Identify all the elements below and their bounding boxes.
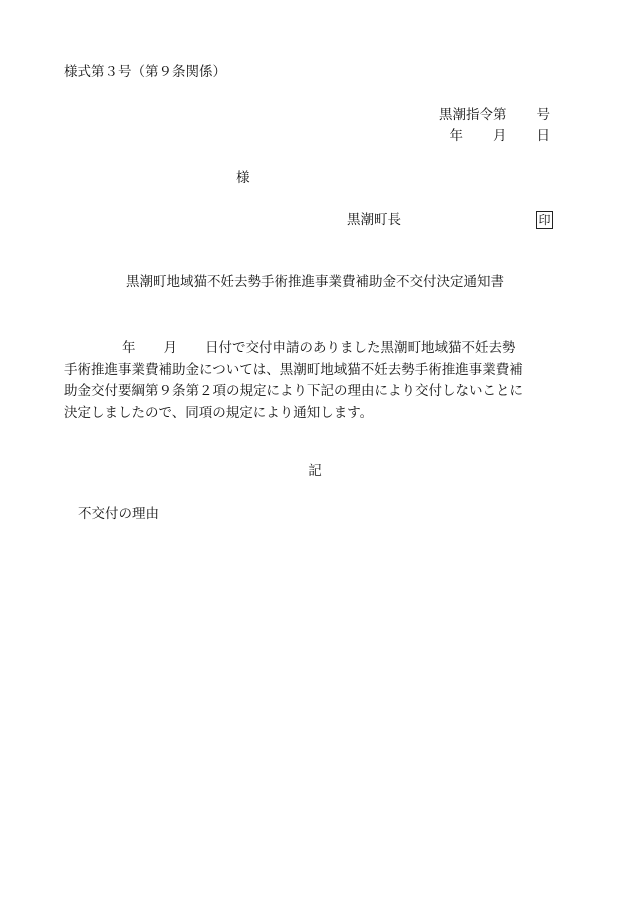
document-number-suffix: 号 bbox=[536, 107, 550, 123]
document-date bbox=[450, 130, 551, 144]
ki-heading: 記 bbox=[308, 463, 322, 479]
reason-label: 不交付の理由 bbox=[78, 506, 159, 522]
body-month: 月 bbox=[163, 340, 177, 356]
body-year: 年 bbox=[122, 340, 136, 356]
body-text bbox=[64, 338, 578, 424]
body-line-2: 手術推進事業費補助金については、黒潮町地域猫不妊去勢手術推進事業費補 bbox=[64, 361, 523, 378]
date-year: 年 bbox=[449, 128, 463, 144]
form-number: 様式第３号（第９条関係） bbox=[64, 64, 226, 80]
seal-stamp: 印 bbox=[536, 211, 553, 229]
body-line-1 bbox=[64, 338, 578, 360]
date-day: 日 bbox=[536, 128, 550, 144]
sender-name: 黒潮町長 bbox=[347, 212, 401, 228]
body-line-4: 決定しましたので、同項の規定により通知します。 bbox=[64, 404, 374, 421]
body-line-3: 助金交付要綱第９条第２項の規定により下記の理由により交付しないことに bbox=[64, 383, 523, 399]
body-line-1-text: 日付で交付申請のありました黒潮町地域猫不妊去勢 bbox=[205, 340, 516, 356]
document-number-prefix: 黒潮指令第 bbox=[439, 107, 507, 123]
document-title: 黒潮町地域猫不妊去勢手術推進事業費補助金不交付決定通知書 bbox=[126, 274, 504, 290]
date-month: 月 bbox=[493, 128, 507, 144]
addressee: 様 bbox=[236, 170, 250, 186]
document-number bbox=[439, 109, 550, 123]
